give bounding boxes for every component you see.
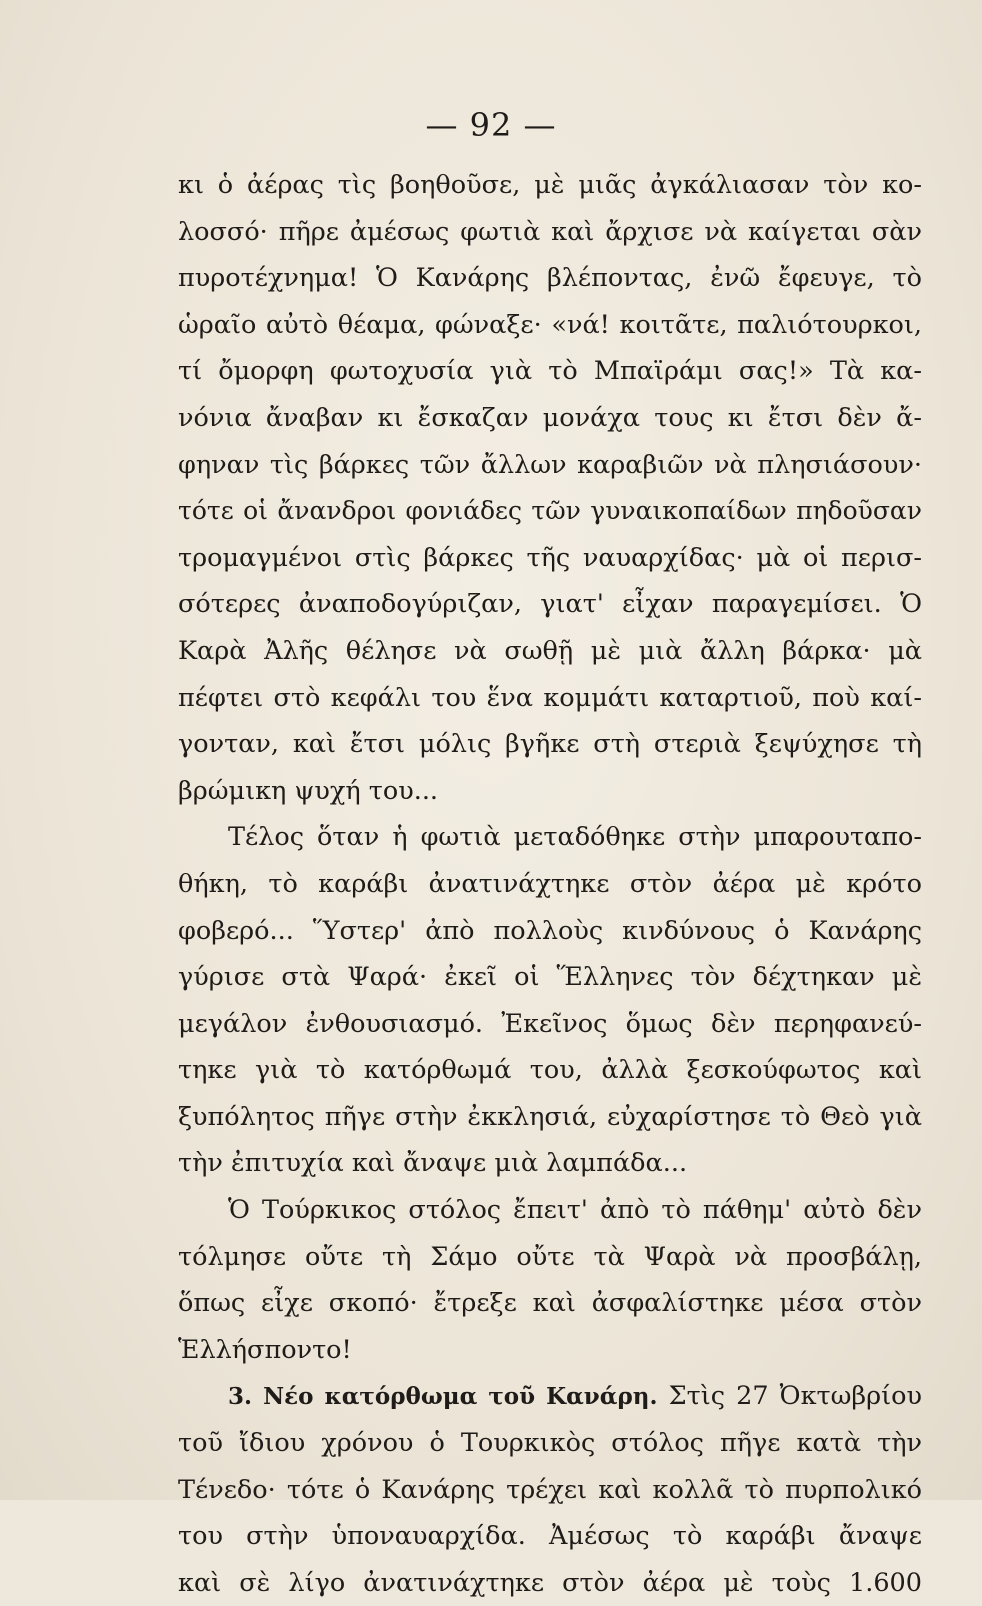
text-line: Τένεδο· τότε ὁ Κανάρης τρέχει καὶ κολλᾶ τὸ πυρπολικό <box>178 1474 922 1505</box>
section-heading: Νέο κατόρθωμα τοῦ Κανάρη. <box>263 1383 658 1411</box>
section-first-line-text: Στὶς 27 Ὀκτωβρίου <box>668 1381 923 1412</box>
text-line: νόνια ἄναβαν κι ἔσκαζαν μονάχα τους κι ἔτσι δὲν ἄ- <box>178 402 922 433</box>
text-line: Τέλος ὅταν ἡ φωτιὰ μεταδόθηκε στὴν μπαρουταπο- <box>228 822 922 853</box>
text-line: τόλμησε οὔτε τὴ Σάμο οὔτε τὰ Ψαρὰ νὰ προσβάλῃ, <box>178 1241 922 1272</box>
text-line: καὶ σὲ λίγο ἀνατινάχτηκε στὸν ἀέρα μὲ τοὺς 1.600 <box>178 1567 922 1598</box>
text-line: βρώμικη ψυχή του... <box>178 775 439 806</box>
text-line: Ἑλλήσποντο! <box>178 1334 352 1365</box>
text-line: μεγάλον ἐνθουσιασμό. Ἐκεῖνος ὅμως δὲν περηφανεύ- <box>178 1008 922 1039</box>
page-number: — 92 — <box>425 106 557 144</box>
text-line: κι ὁ ἀέρας τὶς βοηθοῦσε, μὲ μιᾶς ἀγκάλιασαν τὸν κο- <box>178 170 922 200</box>
section-number: 3. <box>228 1383 253 1411</box>
paragraph <box>178 1187 922 1373</box>
text-line: τρομαγμένοι στὶς βάρκες τῆς ναυαρχίδας· μὰ οἱ περισ- <box>178 542 922 573</box>
text-line: τὴν ἐπιτυχία καὶ ἄναψε μιὰ λαμπάδα... <box>178 1148 688 1179</box>
section <box>178 1373 922 1606</box>
paragraph <box>178 162 922 814</box>
paragraph <box>178 814 922 1187</box>
text-line: πέφτει στὸ κεφάλι του ἕνα κομμάτι καταρτιοῦ, ποὺ καί- <box>178 682 922 713</box>
text-line: πυροτέχνημα! Ὁ Κανάρης βλέποντας, ἐνῶ ἔφευγε, τὸ <box>178 263 922 294</box>
text-line: θήκη, τὸ καράβι ἀνατινάχτηκε στὸν ἀέρα μὲ κρότο <box>178 868 922 899</box>
text-line: τότε οἱ ἄνανδροι φονιάδες τῶν γυναικοπαίδων πηδοῦσαν <box>178 496 922 526</box>
text-line: του στὴν ὑποναυαρχίδα. Ἀμέσως τὸ καράβι ἄναψε <box>178 1521 922 1552</box>
text-line: ὡραῖο αὐτὸ θέαμα, φώναξε· «νά! κοιτᾶτε, παλιότουρκοι, <box>178 309 922 340</box>
text-line: Ὁ Τούρκικος στόλος ἔπειτ' ἀπὸ τὸ πάθημ' αὐτὸ δὲν <box>228 1195 922 1226</box>
text-line: λοσσό· πῆρε ἀμέσως φωτιὰ καὶ ἄρχισε νὰ καίγεται σὰν <box>178 216 922 247</box>
text-line: τηκε γιὰ τὸ κατόρθωμά του, ἀλλὰ ξεσκούφωτος καὶ <box>178 1055 922 1086</box>
text-line: σότερες ἀναποδογύριζαν, γιατ' εἶχαν παραγεμίσει. Ὁ <box>178 589 922 620</box>
section-first-line <box>178 1373 922 1420</box>
text-line: φοβερό... Ὕστερ' ἀπὸ πολλοὺς κινδύνους ὁ Κανάρης <box>178 915 922 946</box>
text-line: τοῦ ἴδιου χρόνου ὁ Τουρκικὸς στόλος πῆγε κατὰ τὴν <box>178 1428 922 1459</box>
text-line: Καρὰ Ἀλῆς θέλησε νὰ σωθῇ μὲ μιὰ ἄλλη βάρκα· μὰ <box>178 635 922 666</box>
text-line: ὅπως εἶχε σκοπό· ἔτρεξε καὶ ἀσφαλίστηκε μέσα στὸν <box>178 1288 922 1319</box>
text-line: φηναν τὶς βάρκες τῶν ἄλλων καραβιῶν νὰ πλησιάσουν· <box>178 449 922 480</box>
body-text <box>178 162 922 1606</box>
text-line: γύρισε στὰ Ψαρά· ἐκεῖ οἱ Ἕλληνες τὸν δέχτηκαν μὲ <box>178 962 922 993</box>
text-line: τί ὄμορφη φωτοχυσία γιὰ τὸ Μπαϊράμι σας!» Τὰ κα- <box>178 356 922 387</box>
text-line: ξυπόλητος πῆγε στὴν ἐκκλησιά, εὐχαρίστησε τὸ Θεὸ γιὰ <box>178 1101 922 1132</box>
text-line: γονταν, καὶ ἔτσι μόλις βγῆκε στὴ στεριὰ ξεψύχησε τὴ <box>178 729 922 760</box>
